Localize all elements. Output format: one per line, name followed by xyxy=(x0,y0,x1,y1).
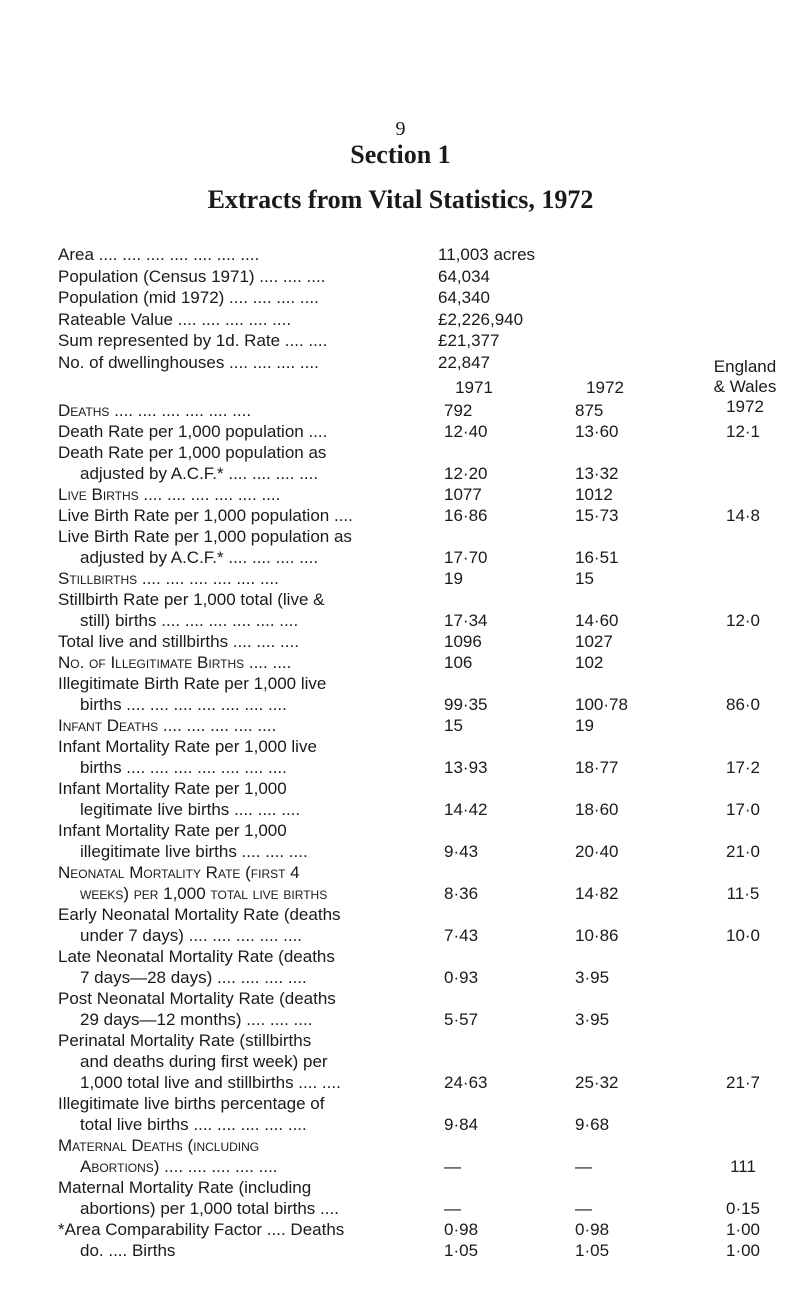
value-1971: 15 xyxy=(444,716,463,735)
row-label xyxy=(58,673,434,715)
summary-row xyxy=(58,287,618,309)
row-label-line: 7 days—28 days) .... .... .... .... xyxy=(80,968,307,987)
value-1972: 14·82 xyxy=(575,884,619,903)
value-1972: 18·60 xyxy=(575,800,619,819)
table-row xyxy=(58,589,778,631)
row-label xyxy=(58,1135,434,1177)
row-label-line: Maternal Deaths (including xyxy=(58,1136,260,1155)
row-label-line: No. of Illegitimate Births .... .... xyxy=(58,653,292,672)
value-1971: 5·57 xyxy=(444,1010,479,1029)
row-label xyxy=(58,631,434,652)
row-label-line: Infant Mortality Rate per 1,000 xyxy=(58,779,287,798)
row-label-line: abortions) per 1,000 total births .... xyxy=(80,1199,339,1218)
statistics-table xyxy=(58,400,778,1261)
row-label-line: Perinatal Mortality Rate (stillbirths xyxy=(58,1031,312,1050)
value-1972: 25·32 xyxy=(575,1073,619,1092)
value-1971: 14·42 xyxy=(444,800,488,819)
value-1972: 10·86 xyxy=(575,926,619,945)
summary-label: Population (Census 1971) .... .... .... xyxy=(58,266,326,286)
value-england-wales: 111 xyxy=(730,1157,756,1176)
summary-value: 64,340 xyxy=(438,288,490,307)
row-label-line: Death Rate per 1,000 population .... xyxy=(58,422,328,441)
value-1972: 1·05 xyxy=(575,1241,610,1260)
row-label-line: Total live and stillbirths .... .... .... xyxy=(58,632,299,651)
value-1972: 100·78 xyxy=(575,695,628,714)
row-label-line: Post Neonatal Mortality Rate (deaths xyxy=(58,989,336,1008)
summary-label: Population (mid 1972) .... .... .... .... xyxy=(58,288,319,307)
row-label-line: total live births .... .... .... .... .... xyxy=(80,1115,307,1134)
table-row xyxy=(58,1240,778,1261)
value-england-wales: 21·0 xyxy=(725,842,761,861)
summary-row xyxy=(58,330,618,352)
row-label xyxy=(58,589,434,631)
value-1972: 1012 xyxy=(575,485,613,504)
table-row xyxy=(58,526,778,568)
row-label-line: Maternal Mortality Rate (including xyxy=(58,1178,312,1197)
row-label-line: births .... .... .... .... .... .... .... xyxy=(80,758,287,777)
value-england-wales: 1·00 xyxy=(725,1241,761,1260)
row-label-line: Early Neonatal Mortality Rate (deaths xyxy=(58,905,341,924)
row-label-line: *Area Comparability Factor .... Deaths xyxy=(58,1220,345,1239)
value-1971: 106 xyxy=(444,653,473,672)
column-header-1972: 1972 xyxy=(586,378,624,397)
value-1972: 14·60 xyxy=(575,611,619,630)
value-1971: 9·84 xyxy=(444,1115,479,1134)
value-england-wales: 12·0 xyxy=(725,611,761,630)
row-label xyxy=(58,1177,434,1219)
row-label-line: Live Birth Rate per 1,000 population as xyxy=(58,527,352,546)
value-1972: 1027 xyxy=(575,632,613,651)
row-label xyxy=(58,421,434,442)
value-1972: 3·95 xyxy=(575,968,610,987)
row-label xyxy=(58,820,434,862)
header-line: England xyxy=(713,357,777,376)
table-row xyxy=(58,631,778,652)
value-england-wales: 17·0 xyxy=(725,800,761,819)
value-1972: 102 xyxy=(575,653,604,672)
row-label-line: 29 days—12 months) .... .... .... xyxy=(80,1010,313,1029)
value-1971: 99·35 xyxy=(444,695,488,714)
section-title: Section 1 xyxy=(350,140,451,169)
value-1972: 875 xyxy=(575,401,604,420)
summary-label: No. of dwellinghouses .... .... .... .... xyxy=(58,352,319,372)
row-label xyxy=(58,904,434,946)
value-1972: 18·77 xyxy=(575,758,619,777)
value-1972: 15·73 xyxy=(575,506,619,525)
value-1972: — xyxy=(575,1199,592,1218)
row-label-line: weeks) per 1,000 total live births xyxy=(80,884,328,903)
row-label xyxy=(58,1030,434,1093)
value-england-wales: 10·0 xyxy=(725,926,761,945)
row-label xyxy=(58,526,434,568)
header-line: & Wales xyxy=(713,377,777,396)
row-label-line: Live Birth Rate per 1,000 population .... xyxy=(58,506,353,525)
summary-row xyxy=(58,309,618,331)
value-1972: 3·95 xyxy=(575,1010,610,1029)
value-1972: 13·60 xyxy=(575,422,619,441)
row-label xyxy=(58,1219,434,1240)
value-1971: 1096 xyxy=(444,632,482,651)
row-label xyxy=(58,652,434,673)
row-label-line: Death Rate per 1,000 population as xyxy=(58,443,327,462)
row-label xyxy=(58,778,434,820)
value-1971: 17·34 xyxy=(444,611,488,630)
row-label-line: legitimate live births .... .... .... xyxy=(80,800,301,819)
value-england-wales: 17·2 xyxy=(725,758,761,777)
table-row xyxy=(58,862,778,904)
value-1972: 9·68 xyxy=(575,1115,610,1134)
value-england-wales: 21·7 xyxy=(725,1073,761,1092)
value-england-wales: 11·5 xyxy=(726,884,760,903)
value-1971: 1077 xyxy=(444,485,482,504)
value-1972: 0·98 xyxy=(575,1220,610,1239)
summary-row xyxy=(58,352,618,374)
summary-value: 22,847 xyxy=(438,352,490,372)
row-label-line: Abortions) .... .... .... .... .... xyxy=(80,1157,278,1176)
summary-value: £2,226,940 xyxy=(438,309,524,329)
table-row xyxy=(58,736,778,778)
summary-row xyxy=(58,244,618,266)
table-row xyxy=(58,484,778,505)
row-label xyxy=(58,400,434,421)
table-row xyxy=(58,442,778,484)
table-row xyxy=(58,988,778,1030)
summary-label: Rateable Value .... .... .... .... .... xyxy=(58,309,292,329)
value-1971: 12·40 xyxy=(444,422,488,441)
value-1972: 13·32 xyxy=(575,464,619,483)
row-label xyxy=(58,1240,434,1261)
row-label-line: Illegitimate live births percentage of xyxy=(58,1094,325,1113)
value-1972: 15 xyxy=(575,569,594,588)
row-label-line: adjusted by A.C.F.* .... .... .... .... xyxy=(80,464,319,483)
page-number: 9 xyxy=(395,118,406,140)
main-title: Extracts from Vital Statistics, 1972 xyxy=(207,185,594,214)
row-label-line: Neonatal Mortality Rate (first 4 xyxy=(58,863,300,882)
row-label-line: Infant Deaths .... .... .... .... .... xyxy=(58,716,277,735)
value-1972: — xyxy=(575,1157,592,1176)
row-label-line: adjusted by A.C.F.* .... .... .... .... xyxy=(80,548,319,567)
row-label xyxy=(58,946,434,988)
row-label xyxy=(58,715,434,736)
value-england-wales: 14·8 xyxy=(725,506,761,525)
column-header-1971: 1971 xyxy=(455,378,493,397)
value-1971: — xyxy=(444,1199,461,1218)
value-1971: 9·43 xyxy=(444,842,479,861)
row-label xyxy=(58,862,434,904)
table-row xyxy=(58,1093,778,1135)
table-row xyxy=(58,505,778,526)
summary-block xyxy=(58,244,618,373)
value-1971: 1·05 xyxy=(444,1241,479,1260)
table-row xyxy=(58,568,778,589)
value-england-wales: 1·00 xyxy=(725,1220,761,1239)
table-row xyxy=(58,904,778,946)
value-1971: — xyxy=(444,1157,461,1176)
table-row xyxy=(58,1135,778,1177)
summary-label: Area .... .... .... .... .... .... .... xyxy=(58,245,260,264)
row-label xyxy=(58,736,434,778)
row-label-line: 1,000 total live and stillbirths .... .... xyxy=(80,1073,341,1092)
row-label-line: Live Births .... .... .... .... .... .... xyxy=(58,485,281,504)
row-label xyxy=(58,568,434,589)
table-row xyxy=(58,946,778,988)
table-row xyxy=(58,1030,778,1093)
row-label-line: do. .... Births xyxy=(80,1241,176,1260)
value-1971: 792 xyxy=(444,401,473,420)
value-england-wales: 0·15 xyxy=(725,1199,761,1218)
summary-value: £21,377 xyxy=(438,331,500,350)
value-1972: 16·51 xyxy=(575,548,619,567)
row-label xyxy=(58,442,434,484)
row-label-line: still) births .... .... .... .... .... .... xyxy=(80,611,299,630)
table-row xyxy=(58,715,778,736)
row-label xyxy=(58,484,434,505)
row-label-line: Deaths .... .... .... .... .... .... xyxy=(58,401,252,420)
value-england-wales: 86·0 xyxy=(725,695,761,714)
row-label-line: Illegitimate Birth Rate per 1,000 live xyxy=(58,674,327,693)
value-1971: 8·36 xyxy=(444,884,479,903)
table-row xyxy=(58,652,778,673)
value-1971: 17·70 xyxy=(444,548,488,567)
summary-label: Sum represented by 1d. Rate .... .... xyxy=(58,331,328,350)
table-row xyxy=(58,400,778,421)
row-label-line: births .... .... .... .... .... .... .... xyxy=(80,695,287,714)
value-1971: 19 xyxy=(444,569,463,588)
value-1971: 0·93 xyxy=(444,968,479,987)
row-label-line: Stillbirth Rate per 1,000 total (live & xyxy=(58,590,325,609)
summary-row xyxy=(58,266,618,288)
table-row xyxy=(58,673,778,715)
row-label xyxy=(58,505,434,526)
table-row xyxy=(58,778,778,820)
table-row xyxy=(58,1219,778,1240)
row-label-line: and deaths during first week) per xyxy=(80,1052,328,1071)
row-label xyxy=(58,1093,434,1135)
value-1971: 13·93 xyxy=(444,758,488,777)
row-label-line: illegitimate live births .... .... .... xyxy=(80,842,308,861)
table-row xyxy=(58,1177,778,1219)
table-row xyxy=(58,820,778,862)
row-label xyxy=(58,988,434,1030)
row-label-line: Infant Mortality Rate per 1,000 live xyxy=(58,737,317,756)
value-1971: 16·86 xyxy=(444,506,488,525)
summary-value: 64,034 xyxy=(438,266,490,286)
row-label-line: Late Neonatal Mortality Rate (deaths xyxy=(58,947,335,966)
row-label-line: under 7 days) .... .... .... .... .... xyxy=(80,926,303,945)
summary-value: 11,003 acres xyxy=(438,245,536,264)
value-1971: 24·63 xyxy=(444,1073,488,1092)
header-line: 1972 xyxy=(726,397,764,416)
value-1971: 7·43 xyxy=(444,926,479,945)
value-1972: 19 xyxy=(575,716,594,735)
value-1972: 20·40 xyxy=(575,842,619,861)
value-1971: 0·98 xyxy=(444,1220,479,1239)
value-england-wales: 12·1 xyxy=(725,422,761,441)
value-1971: 12·20 xyxy=(444,464,488,483)
row-label-line: Stillbirths .... .... .... .... .... .... xyxy=(58,569,279,588)
row-label-line: Infant Mortality Rate per 1,000 xyxy=(58,821,287,840)
table-row xyxy=(58,421,778,442)
